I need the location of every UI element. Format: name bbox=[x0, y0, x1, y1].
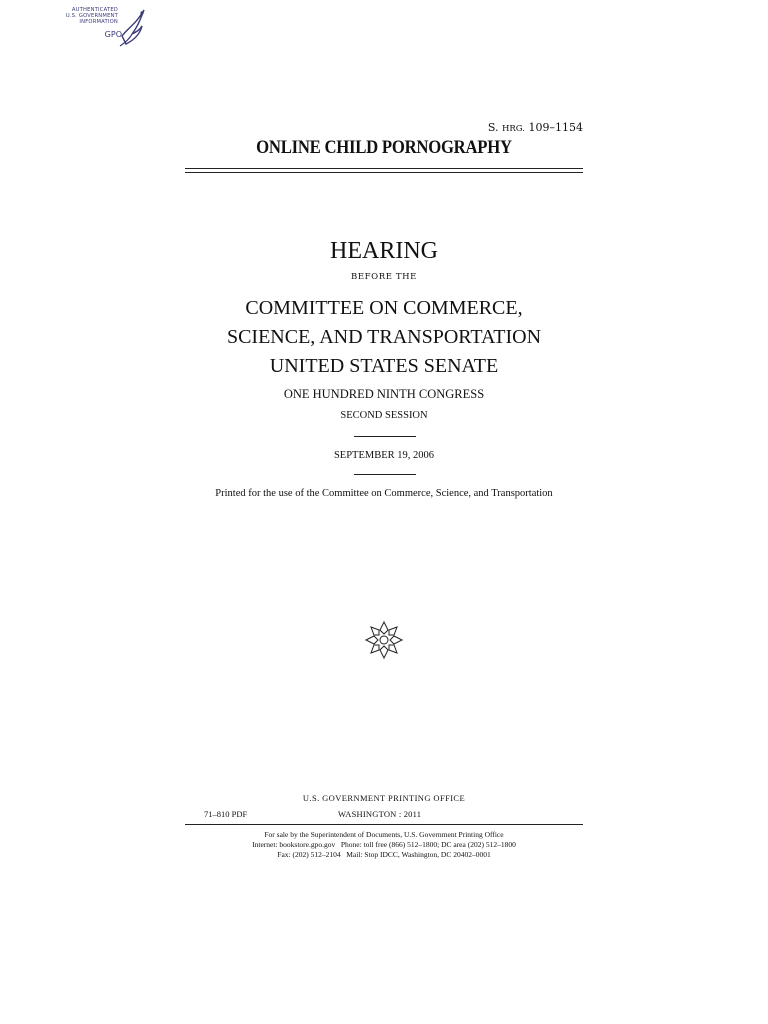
bottom-rule bbox=[185, 824, 583, 825]
seal-line-3: INFORMATION bbox=[79, 19, 118, 25]
document-title: ONLINE CHILD PORNOGRAPHY bbox=[256, 137, 512, 158]
seal-line-1: AUTHENTICATED bbox=[71, 7, 118, 13]
publication-separator: : bbox=[396, 809, 404, 819]
sale-line-3: Fax: (202) 512–2104 Mail: Stop IDCC, Washington, DC 20402–0001 bbox=[277, 850, 491, 859]
congress-label: ONE HUNDRED NINTH CONGRESS bbox=[283, 387, 485, 401]
seal-gpo-text: GPO bbox=[104, 30, 122, 39]
hearing-number-abbr: HRG. bbox=[501, 124, 525, 134]
eagle-icon bbox=[118, 6, 148, 48]
hearing-number bbox=[488, 121, 583, 134]
seal-line-2: U.S. GOVERNMENT bbox=[65, 13, 118, 19]
title-double-rule bbox=[185, 168, 583, 173]
hearing-label: HEARING bbox=[330, 238, 438, 264]
publication-city: WASHINGTON bbox=[338, 809, 397, 819]
printing-office: U.S. GOVERNMENT PRINTING OFFICE bbox=[302, 793, 466, 803]
hearing-number-value: 109–1154 bbox=[525, 121, 583, 134]
gpo-seal bbox=[58, 6, 148, 50]
hearing-number-prefix: S. bbox=[487, 121, 502, 134]
sale-line-2: Internet: bookstore.gpo.gov Phone: toll free (866) 512–1800; DC area (202) 512–1800 bbox=[252, 840, 516, 849]
committee-name bbox=[0, 294, 768, 381]
date-rule bbox=[354, 474, 416, 475]
committee-line-2: SCIENCE, AND TRANSPORTATION bbox=[226, 326, 542, 348]
ornament-icon bbox=[364, 620, 404, 660]
session-rule bbox=[354, 436, 416, 437]
hearing-date: SEPTEMBER 19, 2006 bbox=[333, 450, 435, 461]
publication-place bbox=[338, 809, 421, 819]
sale-line-1: For sale by the Superintendent of Documents, U.S. Government Printing Office bbox=[264, 830, 504, 839]
sale-information bbox=[0, 830, 768, 860]
committee-line-3: UNITED STATES SENATE bbox=[269, 355, 499, 377]
publication-year: 2011 bbox=[403, 809, 422, 819]
session-label: SECOND SESSION bbox=[340, 410, 428, 421]
committee-line-1: COMMITTEE ON COMMERCE, bbox=[245, 297, 523, 319]
pdf-code: 71–810 PDF bbox=[204, 809, 248, 819]
printed-for-note: Printed for the use of the Committee on Commerce, Science, and Transportation bbox=[215, 488, 553, 499]
before-the-label: BEFORE THE bbox=[351, 272, 417, 282]
